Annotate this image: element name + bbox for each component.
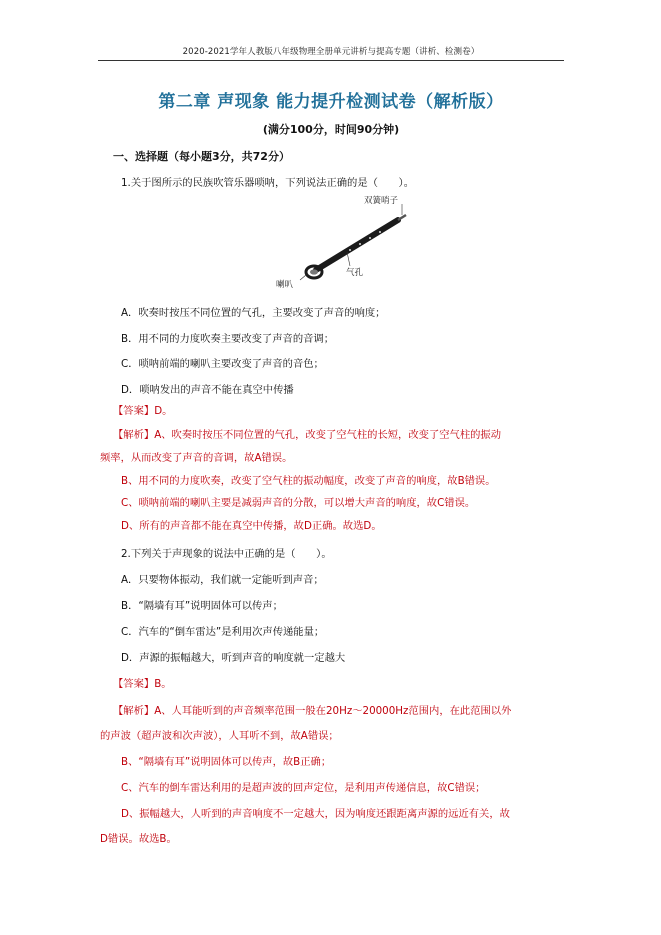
- running-header: 2020-2021学年人教版八年级物理全册单元讲析与提高专题（讲析、检测卷）: [182, 47, 480, 57]
- suona-figure: [270, 192, 420, 292]
- q2-option-c: C．汽车的“倒车雷达”是利用次声传递能量；: [121, 626, 325, 638]
- q1-answer-tag: 【答案】: [113, 405, 155, 417]
- q2-answer: [113, 675, 172, 690]
- q2-analysis-line-2: 的声波（超声波和次声波），人耳听不到，故A错误；: [100, 730, 339, 742]
- page-subtitle: (满分100分，时间90分钟): [262, 123, 400, 136]
- q2-analysis-tag: 【解析】: [113, 705, 155, 717]
- q1-analysis-tag: 【解析】: [113, 429, 155, 441]
- q1-analysis-line-5: D、所有的声音都不能在真空中传播，故D正确。故选D。: [121, 520, 382, 532]
- q2-analysis-line-5: D、振幅越大，人听到的声音响度不一定越大，因为响度还跟距离声源的远近有关，故: [121, 808, 510, 820]
- q1-analysis-line-1: [113, 426, 501, 441]
- q2-answer-value: B。: [154, 678, 172, 690]
- q1-answer: [113, 402, 172, 417]
- q1-analysis-line-2: 频率，从而改变了声音的音调，故A错误。: [100, 452, 293, 464]
- q1-stem: 1.关于图所示的民族吹管乐器唢呐，下列说法正确的是（ ）。: [121, 177, 414, 189]
- suona-illustration: [270, 192, 420, 292]
- q1-option-a: A．吹奏时按压不同位置的气孔，主要改变了声音的响度；: [121, 307, 386, 319]
- page-title: 第二章 声现象 能力提升检测试卷（解析版）: [158, 92, 504, 112]
- q1-analysis-line-4: C、唢呐前端的喇叭主要是减弱声音的分散，可以增大声音的响度，故C错误。: [121, 497, 476, 509]
- q2-option-b: B．“隔墙有耳”说明固体可以传声；: [121, 600, 283, 612]
- q1-option-d: D．唢呐发出的声音不能在真空中传播: [121, 384, 294, 396]
- q2-analysis-line-4: C、汽车的倒车雷达利用的是超声波的回声定位，是利用声传递信息，故C错误；: [121, 782, 486, 794]
- q2-option-d: D．声源的振幅越大，听到声音的响度就一定越大: [121, 652, 346, 664]
- q2-analysis-line-6: D错误。故选B。: [100, 833, 177, 845]
- q1-analysis-line-3: B、用不同的力度吹奏，改变了空气柱的振动幅度，改变了声音的响度，故B错误。: [121, 475, 496, 487]
- header-rule: [98, 60, 564, 61]
- suona-body: [316, 220, 398, 270]
- q1-analysis-text-1: A、吹奏时按压不同位置的气孔，改变了空气柱的长短，改变了空气柱的振动: [154, 429, 502, 441]
- q2-analysis-line-3: B、“隔墙有耳”说明固体可以传声，故B正确；: [121, 756, 332, 768]
- q1-option-b: B．用不同的力度吹奏主要改变了声音的音调；: [121, 333, 335, 345]
- suona-bell-inner: [310, 269, 318, 274]
- q1-option-c: C．唢呐前端的喇叭主要改变了声音的音色；: [121, 358, 324, 370]
- q2-analysis-text-1: A、人耳能听到的声音频率范围一般在20Hz～20000Hz范围内，在此范围以外: [154, 705, 512, 717]
- label-bell: 喇叭: [276, 280, 294, 290]
- q1-answer-value: D。: [154, 405, 173, 417]
- q2-stem: 2.下列关于声现象的说法中正确的是（ ）。: [121, 548, 332, 560]
- label-reed: 双簧哨子: [364, 196, 399, 206]
- q2-answer-tag: 【答案】: [113, 678, 155, 690]
- q2-option-a: A．只要物体振动，我们就一定能听到声音；: [121, 574, 324, 586]
- q2-analysis-line-1: [113, 702, 511, 717]
- label-hole: 气孔: [346, 268, 364, 278]
- section-heading: 一、选择题（每小题3分，共72分）: [113, 150, 290, 163]
